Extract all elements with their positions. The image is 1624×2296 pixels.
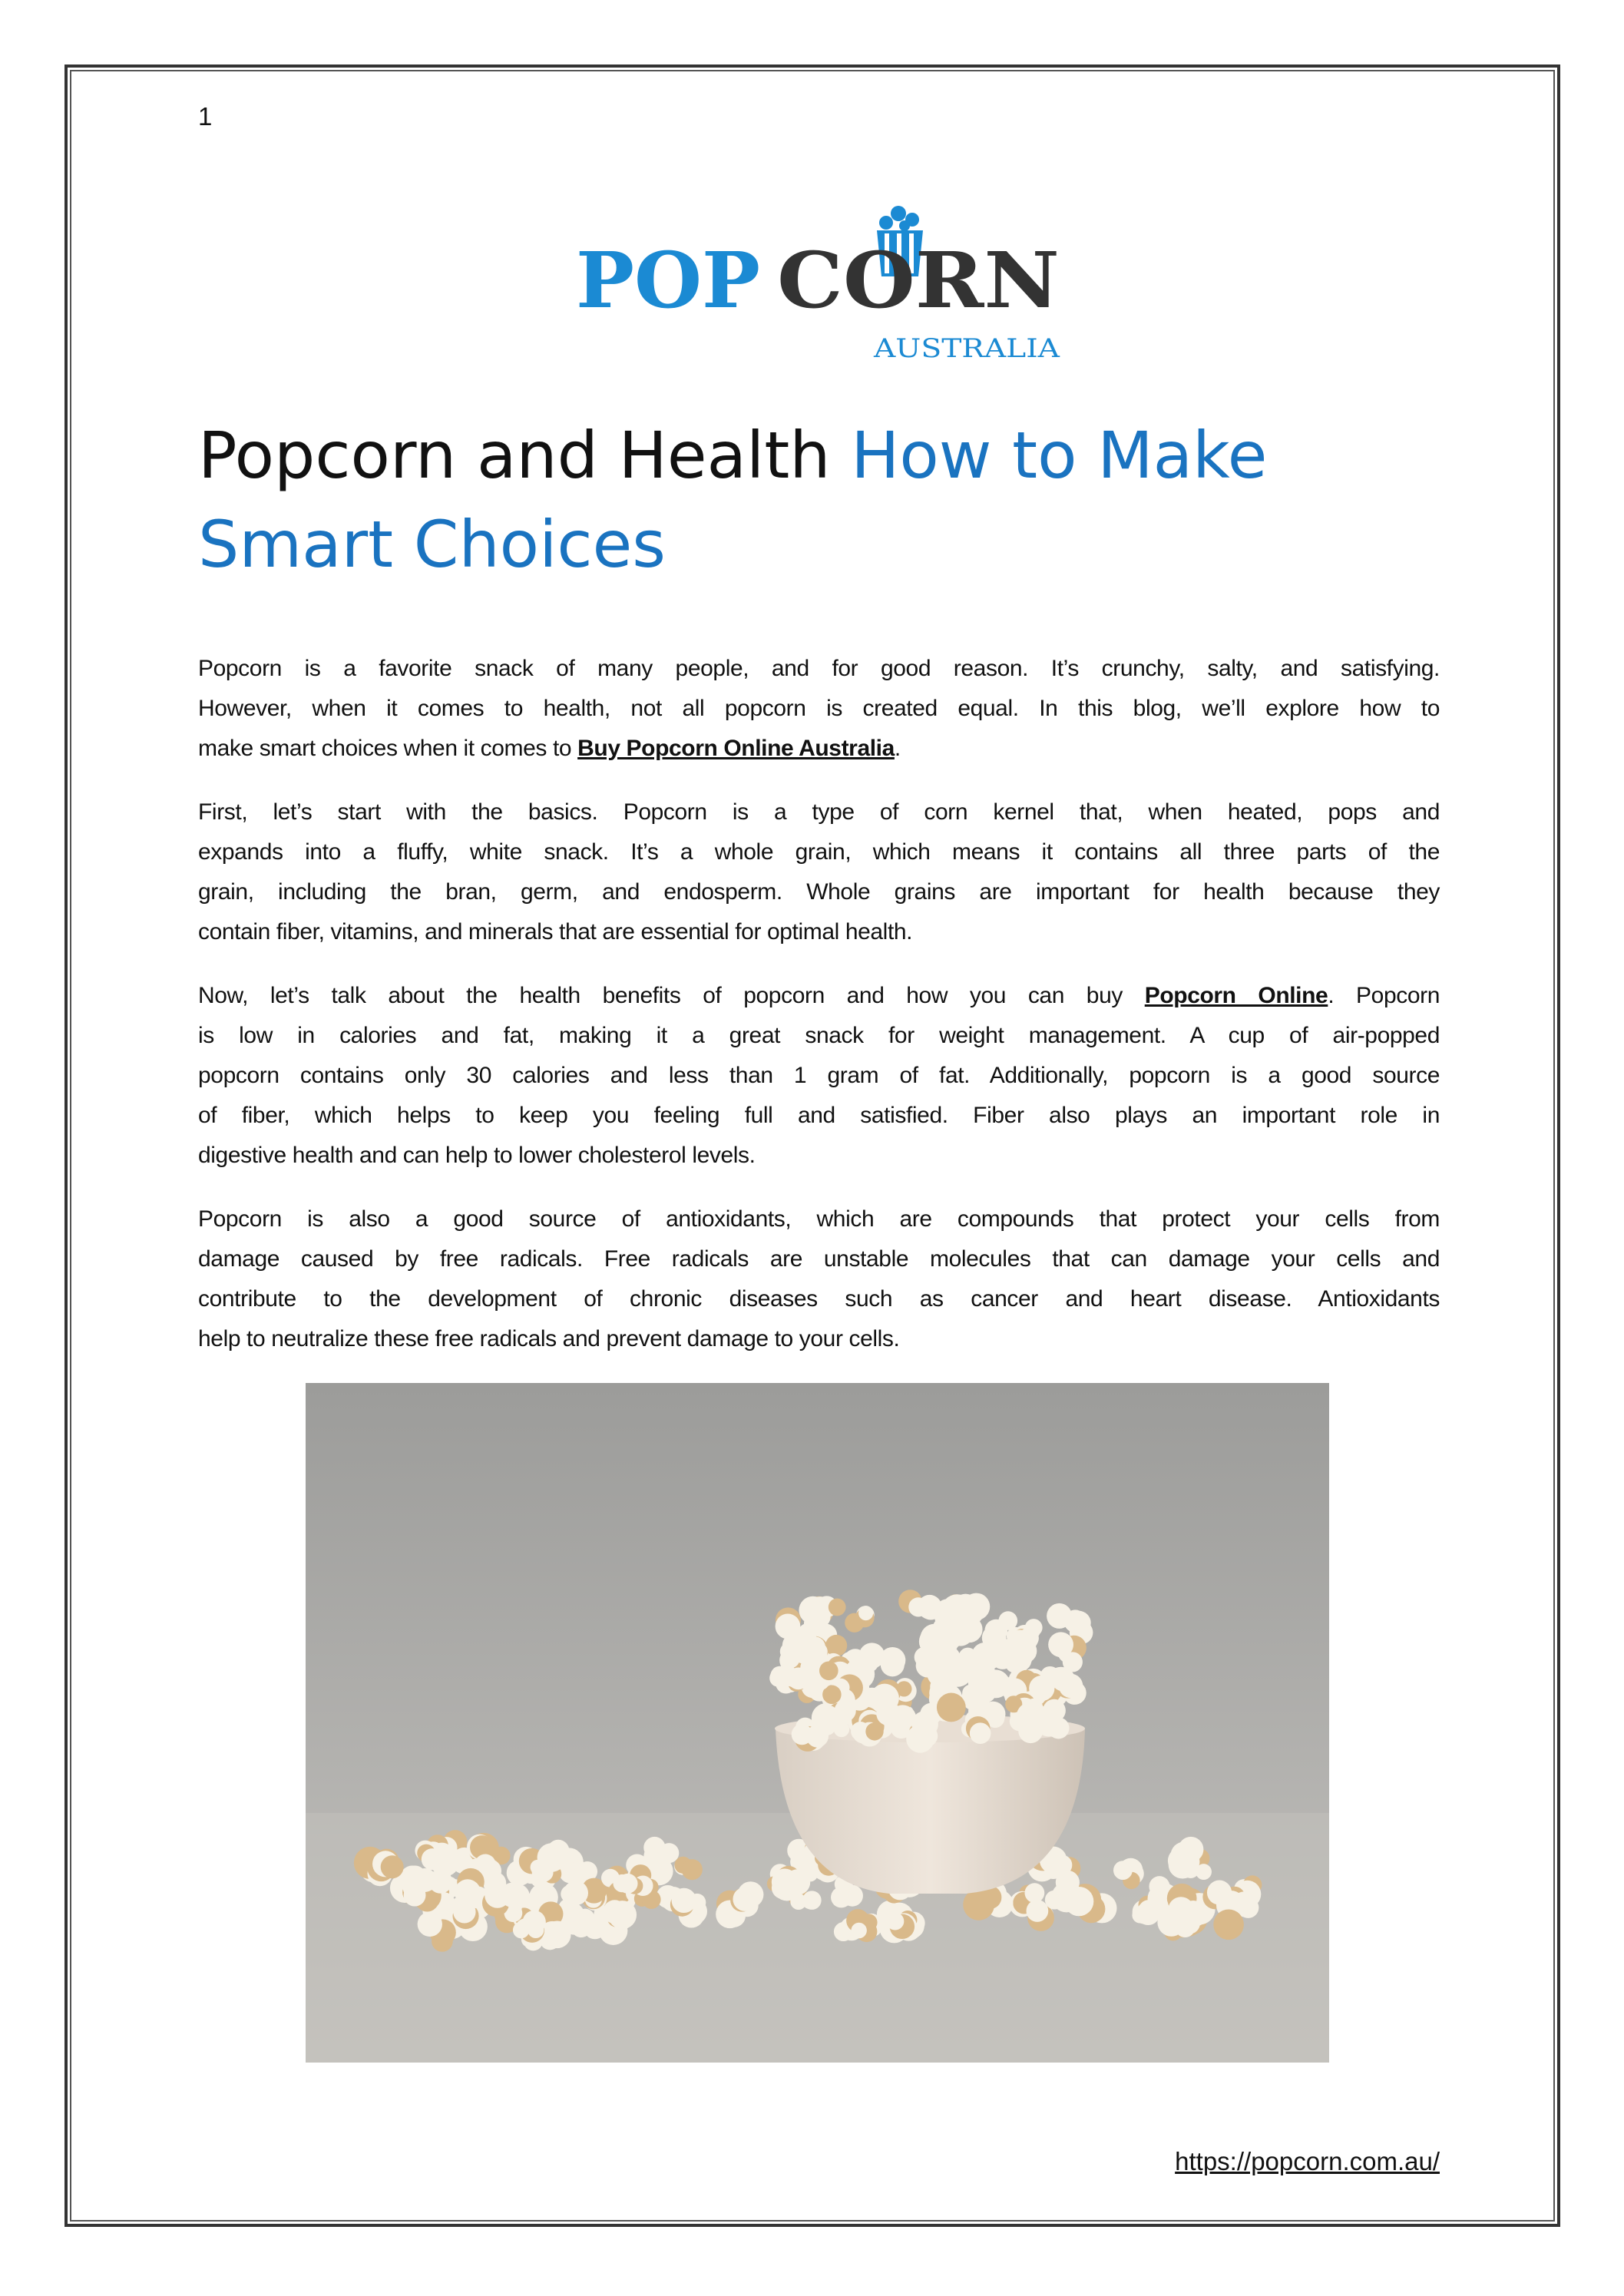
popcorn-kernel	[937, 1623, 964, 1649]
popcorn-kernel	[733, 1887, 756, 1911]
text-segment: contribute to the development of chronic diseases such as cancer and heart disease. Antioxidants	[198, 1286, 1440, 1312]
popcorn-kernel	[970, 1722, 991, 1744]
popcorn-kernel	[1175, 1917, 1195, 1937]
popcorn-kernel	[1196, 1864, 1212, 1880]
text-line	[198, 832, 1440, 872]
logo-pop: POP	[576, 235, 760, 326]
text-segment: Popcorn is also a good source of antioxidants, which are compounds that protect your cells from	[198, 1206, 1440, 1232]
text-line	[198, 1199, 1440, 1239]
popcorn-kernel	[1149, 1876, 1169, 1897]
title-part-blue: How to Make	[851, 418, 1268, 493]
text-line	[198, 912, 1440, 952]
text-segment: help to neutralize these free radicals and prevent damage to your cells.	[198, 1326, 900, 1351]
page-number: 1	[198, 102, 213, 131]
page-title	[198, 411, 1503, 589]
paragraph	[198, 792, 1440, 952]
title-row-1	[198, 411, 1503, 500]
website-link[interactable]: https://popcorn.com.au/	[1175, 2147, 1440, 2175]
logo-corn: CORN	[777, 235, 1060, 326]
popcorn-kernel	[682, 1859, 703, 1880]
popcorn-kernel	[829, 1599, 846, 1616]
paragraph	[198, 649, 1440, 769]
popcorn-kernel	[1238, 1897, 1259, 1918]
popcorn-kernel	[772, 1877, 794, 1899]
text-line	[198, 1136, 1440, 1176]
popcorn-kernel	[809, 1606, 831, 1628]
content-column	[198, 649, 1440, 2063]
popcorn-bowl-photo	[306, 1383, 1329, 2063]
popcorn-kernel	[937, 1693, 966, 1722]
text-segment: expands into a fluffy, white snack. It’s a whole grain, which means it contains all three parts of the	[198, 839, 1440, 865]
text-segment: . Popcorn	[1328, 983, 1440, 1008]
text-segment: First, let’s start with the basics. Popcorn is a type of corn kernel that, when heated, pops and	[198, 799, 1440, 825]
popcorn-kernel	[1024, 1883, 1044, 1903]
title-part-blue-2: Smart Choices	[198, 507, 666, 582]
popcorn-kernel	[886, 1912, 904, 1930]
popcorn-kernel	[1024, 1699, 1043, 1717]
paragraph	[198, 976, 1440, 1176]
popcorn-kernel	[645, 1844, 670, 1869]
popcorn-kernel	[1027, 1900, 1049, 1922]
text-line	[198, 976, 1440, 1016]
text-segment: is low in calories and fat, making it a great snack for weight management. A cup of air-popped	[198, 1023, 1440, 1048]
text-segment: make smart choices when it comes to	[198, 736, 578, 761]
popcorn-kernel	[618, 1874, 638, 1894]
text-segment: Popcorn is a favorite snack of many people, and for good reason. It’s crunchy, salty, and satisfying.	[198, 656, 1440, 681]
popcorn-kernel	[1056, 1871, 1080, 1894]
text-line	[198, 689, 1440, 729]
popcorn-kernel	[455, 1879, 481, 1905]
inline-link[interactable]: Buy Popcorn Online Australia	[577, 736, 895, 761]
text-line	[198, 729, 1440, 769]
text-line	[198, 1239, 1440, 1279]
text-segment: grain, including the bran, germ, and endosperm. Whole grains are important for health because they	[198, 879, 1440, 905]
text-segment: Now, let’s talk about the health benefits of popcorn and how you can buy	[198, 983, 1145, 1008]
text-line	[198, 1016, 1440, 1056]
text-segment: damage caused by free radicals. Free radicals are unstable molecules that can damage your cells and	[198, 1246, 1440, 1272]
text-line	[198, 792, 1440, 832]
text-segment: However, when it comes to health, not all popcorn is created equal. In this blog, we’ll explore how to	[198, 696, 1440, 721]
text-line	[198, 872, 1440, 912]
popcorn-kernel	[603, 1900, 627, 1924]
popcorn-kernel	[906, 1725, 934, 1752]
article-body	[198, 649, 1440, 1383]
popcorn-kernel	[672, 1888, 696, 1913]
popcorn-kernel	[870, 1684, 899, 1713]
text-line	[198, 1056, 1440, 1096]
popcorn-kernel	[961, 1657, 982, 1678]
popcorn-kernel	[551, 1848, 574, 1870]
text-line	[198, 649, 1440, 689]
popcorn-kernel	[858, 1606, 873, 1620]
popcorn-kernel	[819, 1661, 838, 1680]
popcorn-kernel	[1043, 1699, 1066, 1722]
popcorn-kernel	[413, 1868, 437, 1892]
popcorn-kernel	[381, 1855, 404, 1878]
popcorn-kernel	[1213, 1909, 1244, 1940]
popcorn-australia-logo	[576, 192, 1067, 365]
text-segment: .	[894, 736, 901, 761]
popcorn-kernel	[881, 1653, 905, 1676]
text-line	[198, 1319, 1440, 1359]
popcorn-kernel	[863, 1646, 883, 1666]
logo-australia: AUSTRALIA	[872, 333, 1060, 364]
inline-link[interactable]: Popcorn Online	[1144, 983, 1328, 1008]
popcorn-kernel	[825, 1635, 847, 1656]
text-segment: popcorn contains only 30 calories and less than 1 gram of fat. Additionally, popcorn is a good source	[198, 1063, 1440, 1088]
popcorn-kernel	[865, 1722, 883, 1740]
paragraph	[198, 1199, 1440, 1359]
popcorn-kernel	[1169, 1851, 1197, 1879]
title-part-black: Popcorn and Health	[198, 418, 852, 493]
text-segment: of fiber, which helps to keep you feeling full and satisfied. Fiber also plays an important role in	[198, 1103, 1440, 1128]
popcorn-kernel	[418, 1912, 442, 1937]
popcorn-kernel	[851, 1923, 866, 1938]
popcorn-kernel	[819, 1719, 835, 1735]
popcorn-kernel	[577, 1914, 593, 1929]
text-line	[198, 1096, 1440, 1136]
popcorn-kernel	[523, 1911, 546, 1934]
popcorn-kernel	[561, 1885, 578, 1903]
popcorn-kernel	[485, 1882, 510, 1907]
popcorn-kernel	[1048, 1671, 1065, 1688]
text-segment: contain fiber, vitamins, and minerals that are essential for optimal health.	[198, 919, 913, 945]
popcorn-kernel	[1113, 1861, 1133, 1880]
popcorn-kernel	[1019, 1628, 1039, 1648]
popcorn-kernel	[1047, 1603, 1072, 1629]
text-line	[198, 1279, 1440, 1319]
popcorn-kernel	[799, 1670, 819, 1691]
text-segment: digestive health and can help to lower cholesterol levels.	[198, 1143, 756, 1168]
